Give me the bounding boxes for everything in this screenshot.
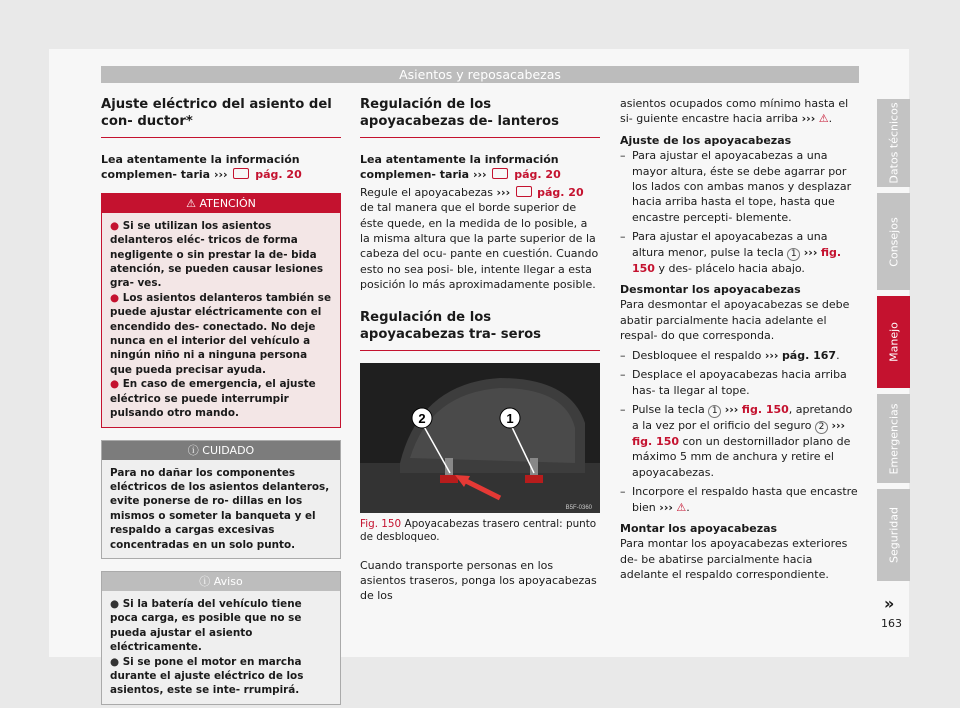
tab-consejos[interactable]: Consejos (877, 193, 910, 290)
warning-icon: ⚠ (676, 500, 687, 514)
warning-icon: ⚠ (818, 112, 829, 126)
section-title: Regulación de los apoyacabezas de- lanteros (360, 97, 559, 129)
tab-emergencias[interactable]: Emergencias (877, 394, 910, 483)
book-icon (233, 168, 249, 179)
fig-ref-link[interactable]: fig. 150 (632, 434, 679, 448)
page-ref-link[interactable]: pág. 20 (514, 168, 561, 182)
page-number: 163 (881, 617, 902, 630)
book-icon (492, 168, 508, 179)
key-1-badge: 1 (787, 248, 800, 261)
callout-1: 1 (506, 410, 514, 426)
fig-ref-link[interactable]: fig. 150 (632, 245, 842, 275)
page-ref-link[interactable]: pág. 20 (255, 168, 302, 182)
section-title: Ajuste eléctrico del asiento del con- ductor* (101, 97, 332, 129)
tab-datos-tecnicos[interactable]: Datos técnicos (877, 99, 910, 187)
figure-code: B5F-0360 (565, 504, 592, 511)
section-header: Asientos y reposacabezas (101, 66, 859, 83)
tab-seguridad[interactable]: Seguridad (877, 489, 910, 581)
fig-ref-link[interactable]: fig. 150 (741, 402, 789, 416)
key-2-badge: 2 (815, 421, 828, 434)
warning-box: ⚠ ATENCIÓN ● Si se utilizan los asientos delanteros eléc- tricos de forma negligente o sin prestar la de- bida atención, se pueden causar lesiones gra- ves. ● Los asientos delanteros también se puede ajustar eléctricamente con el encendido des- conectado. No deje nunca en el interior del vehículo a ningún niño ni a ninguna persona que pueda precisar ayuda. ● En caso de emergencia, el ajuste eléctrico se puede interrumpir pulsando otro mando. (101, 193, 341, 428)
key-1-badge: 1 (708, 405, 721, 418)
note-box: ⓘ Aviso ● Si la batería del vehículo tiene poca carga, es posible que no se pueda ajustar el asiento eléctricamente. ● Si se pone el motor en marcha durante el ajuste eléctrico de los asientos, este se inte- rrumpirá. (101, 571, 341, 705)
info-icon: ⓘ (199, 574, 211, 588)
column-3: asientos ocupados como mínimo hasta el si- guiente encastre hacia arriba ››› ⚠. Ajuste de los apoyacabezas – Para ajustar el apoyacabezas a una mayor altura, éste se debe agarrar por los lados con ambas manos y desplazar hacia arriba hasta el tope, hasta que encastre percepti- blemente. – Para ajustar el apoyacabezas a una altura menor, pulse la tecla 1 ››› fig. 150 y des- plácelo hacia abajo. Desmontar los apoyacabezas Para desmontar el apoyacabezas se debe abatir parcialmente hacia adelante el respal- do que corresponda. – Desbloquee el respaldo ››› pág. 167. – Desplace el apoyacabezas hacia arriba has- ta llegar al tope. – Pulse la tecla 1 ››› fig. 150, apretando a la vez por el orificio del seguro 2 ››› fig. 150 con un destornillador plano de máximo 5 mm de anchura y retire el apoyacabezas. – Incorpore el respaldo hasta que encastre bien ››› ⚠. Montar los apoyacabezas Para montar los apoyacabezas exteriores de- be abatirse parcialmente hacia adelante el respaldo correspondiente. (620, 96, 860, 583)
column-2: Regulación de los apoyacabezas de- lanteros Lea atentamente la información complemen- taria ››› pág. 20 Regule el apoyacabezas ››› pág. 20 de tal manera que el borde superior de éste quede, en la medida de lo posible, a la misma altura que la parte superior de la cabeza del ocu- pante en cuestión. Cuando esto no sea posi- ble, intente llegar a esta posición lo más aproximadamente posible. Regulación de los apoyacabezas tra- seros 2 1 B5F-0360 Fig. 150 Apoyacabezas trasero central: punto de desbloqueo. Cuando transporte personas en los asientos traseros, ponga los apoyacabezas de los (360, 97, 599, 603)
continue-mark: » (884, 594, 895, 613)
caution-box: ⓘ CUIDADO Para no dañar los componentes eléctricos de los asientos delanteros, evite ponerse de ro- dillas en los mismos o someter la banqueta y el respaldo a cargas excesivas concentradas en un solo punto. (101, 440, 341, 559)
caution-icon: ⓘ (187, 443, 199, 457)
headrest-figure (360, 363, 600, 513)
subsection-title: Regulación de los apoyacabezas tra- seros (360, 309, 541, 342)
callout-2: 2 (418, 410, 426, 426)
tab-manejo[interactable]: Manejo (877, 296, 910, 388)
page-ref-link[interactable]: pág. 167 (781, 348, 837, 362)
column-1: Ajuste eléctrico del asiento del con- ductor* Lea atentamente la información complemen- taria ››› pág. 20 ⚠ ATENCIÓN ● Si se utilizan los asientos delanteros eléc- tricos de forma negligente o sin prestar la de- bida atención, se pueden causar lesiones gra- ves. ● Los asientos delanteros también se puede ajustar eléctricamente con el encendido des- conectado. No deje nunca en el interior del vehículo a ningún niño ni a ninguna persona que pueda precisar ayuda. ● En caso de emergencia, el ajuste eléctrico se puede interrumpir pulsando otro mando. ⓘ CUIDADO Para no dañar los componentes eléctricos de los asientos delanteros, evite ponerse de ro- dillas en los mismos o someter la banqueta y el respaldo a cargas excesivas concentradas en un solo punto. ⓘ Aviso ● Si la batería del vehículo tiene poca carga, es posible que no se pueda ajustar el asiento eléctricamente. ● Si se pone el motor en marcha durante el ajuste eléctrico de los asientos, este se inte- rrumpirá. (101, 96, 341, 705)
book-icon (516, 186, 532, 197)
warning-icon: ⚠ (186, 196, 196, 210)
page-ref-link[interactable]: pág. 20 (537, 185, 584, 199)
